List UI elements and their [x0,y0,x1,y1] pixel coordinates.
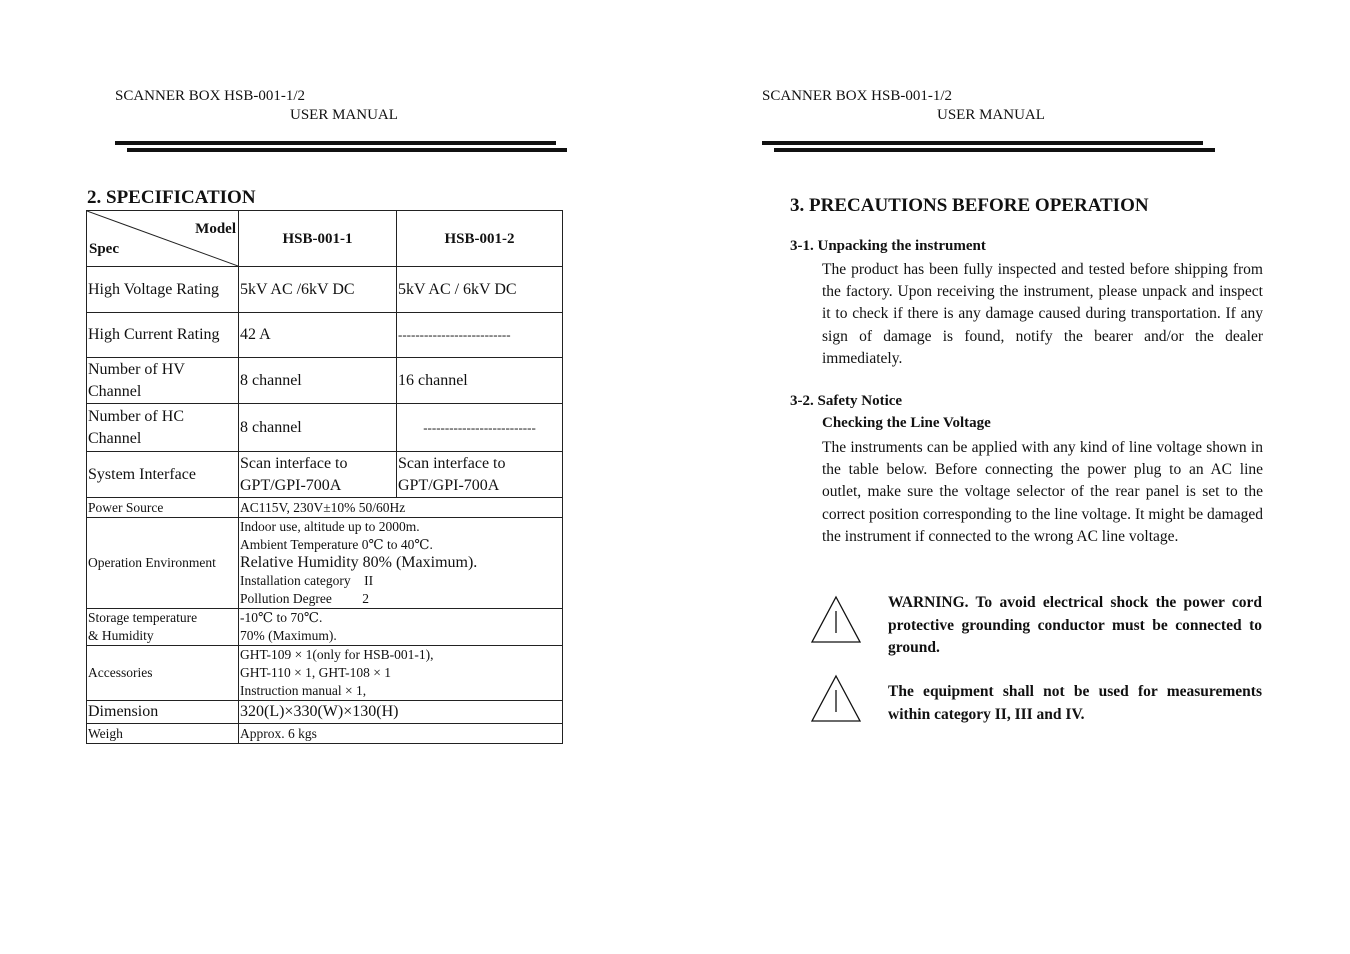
safety-heading: 3-2. Safety Notice [790,393,903,409]
line-voltage-heading: Checking the Line Voltage [822,415,991,431]
operation-line: Indoor use, altitude up to 2000m. [240,519,420,534]
row-value-1: 42 A [239,313,397,358]
table-row [87,404,563,452]
warning-text: WARNING. To avoid electrical shock the power cord protective grounding conductor must be connected to ground. [888,594,1262,656]
line-voltage-paragraph: The instruments can be applied with any kind of line voltage shown in the table below. Before connecting the power plug to an AC line outlet, make sure the voltage selector of the rear panel is set to the correct position corresponding to the line voltage. It might be damaged the instrument if connected to the wrong AC line voltage. [822,439,1263,545]
operation-line: Installation category II [240,573,374,588]
row-value [239,646,563,701]
column-header-1: HSB-001-1 [239,211,397,267]
row-value-2: Scan interface to GPT/GPI-700A [397,452,563,498]
table-row [87,609,563,646]
table-row [87,267,563,313]
row-value-1: 8 channel [239,358,397,404]
header-rule-bottom [774,148,1215,152]
operation-line: Pollution Degree 2 [240,591,369,606]
row-value: Approx. 6 kgs [239,724,563,744]
row-value-1: Scan interface to GPT/GPI-700A [239,452,397,498]
table-row [87,498,563,518]
column-header-2: HSB-001-2 [397,211,563,267]
table-row [87,646,563,701]
table-header-row [87,211,563,267]
header-title: SCANNER BOX HSB-001-1/2 [762,88,953,104]
storage-line: -10℃ to 70℃. [240,610,323,625]
unpacking-heading: 3-1. Unpacking the instrument [790,238,986,254]
corner-spec-label: Spec [89,241,119,257]
row-label: Operation Environment [87,518,239,609]
operation-line: Relative Humidity 80% (Maximum). [240,554,478,571]
right-page [675,0,1350,954]
header-rule-top [115,141,556,145]
row-label [87,609,239,646]
table-row [87,358,563,404]
page-header [762,87,1045,125]
header-rule-bottom [127,148,567,152]
row-label: System Interface [87,452,239,498]
row-value-2: 5kV AC / 6kV DC [397,267,563,313]
accessory-line: GHT-109 × 1(only for HSB-001-1), [240,647,434,662]
table-row [87,724,563,744]
accessory-line: Instruction manual × 1, [240,683,367,698]
row-label: Number of HC Channel [87,404,239,452]
operation-line: Ambient Temperature 0℃ to 40℃. [240,537,433,552]
row-value-2: 16 channel [397,358,563,404]
unpacking-paragraph: The product has been fully inspected and tested before shipping from the factory. Upon receiving the instrument, please unpack and inspect it to check if there is any damage caused during transportation. If any sign of damage is found, notify the bearer and/or the dealer immediately. [822,261,1263,367]
header-rule-top [762,141,1203,145]
corner-model-label: Model [195,221,236,237]
row-value-1: 8 channel [239,404,397,452]
caution-triangle-icon [810,674,862,724]
spec-table [86,210,563,744]
row-label: Number of HV Channel [87,358,239,404]
row-value [239,518,563,609]
section-title: 3. PRECAUTIONS BEFORE OPERATION [790,195,1149,216]
row-label: Dimension [87,701,239,724]
row-label: Weigh [87,724,239,744]
header-title: SCANNER BOX HSB-001-1/2 [115,88,306,104]
row-label: Accessories [87,646,239,701]
category-text: The equipment shall not be used for measurements within category II, III and IV. [888,683,1262,723]
row-value-2: -------------------------- [397,404,563,452]
row-value: 320(L)×330(W)×130(H) [239,701,563,724]
storage-label-line: & Humidity [88,628,154,643]
header-subtitle: USER MANUAL [937,107,1045,123]
table-corner-cell [87,211,239,267]
row-label: Power Source [87,498,239,518]
accessory-line: GHT-110 × 1, GHT-108 × 1 [240,665,391,680]
page-header [115,87,398,125]
row-value: AC115V, 230V±10% 50/60Hz [239,498,563,518]
row-label: High Current Rating [87,313,239,358]
table-row [87,701,563,724]
warning-triangle-icon [810,595,862,645]
storage-line: 70% (Maximum). [240,628,337,643]
header-subtitle: USER MANUAL [290,107,398,123]
row-value-2: -------------------------- [397,313,563,358]
storage-label-line: Storage temperature [88,610,198,625]
table-row [87,518,563,609]
section-title: 2. SPECIFICATION [87,187,256,208]
row-value [239,609,563,646]
row-value-1: 5kV AC /6kV DC [239,267,397,313]
table-row [87,313,563,358]
row-label: High Voltage Rating [87,267,239,313]
table-row [87,452,563,498]
